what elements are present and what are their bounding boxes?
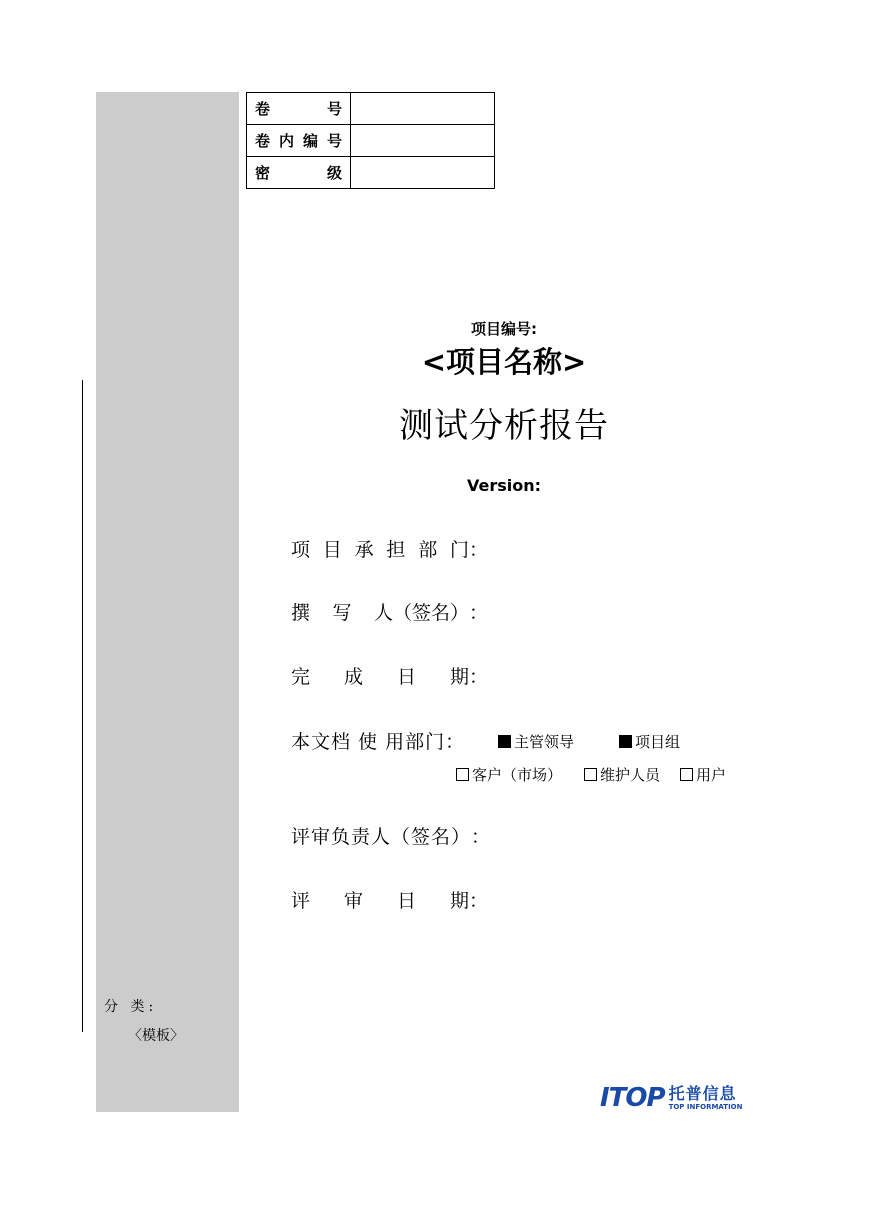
review-date-label-char: 评 bbox=[291, 890, 311, 912]
classification-value: 〈模板〉 bbox=[128, 1028, 184, 1044]
dept-label-char: 承 bbox=[354, 539, 374, 561]
review-date-label-char: 期 bbox=[449, 890, 469, 912]
author-label-char: 人（签名） bbox=[373, 602, 469, 624]
volume-row bbox=[247, 93, 495, 125]
project-name: <项目名称> bbox=[421, 345, 587, 379]
review-date-label-char: 日 bbox=[396, 890, 416, 912]
inner-no-label-char: 号 bbox=[326, 132, 342, 150]
dept-label-char: 部 bbox=[418, 539, 438, 561]
reviewer-label: 评审负责人（签名） bbox=[291, 826, 472, 848]
dept-field bbox=[291, 535, 488, 562]
logo-english-name: TOP INFORMATION bbox=[668, 1102, 743, 1111]
logo-chinese-name: 托普信息 bbox=[668, 1083, 737, 1103]
review-date-field bbox=[291, 886, 488, 913]
date-label-char: 日 bbox=[396, 666, 416, 688]
review-date-label-char: 审 bbox=[343, 890, 363, 912]
volume-label-char: 卷 bbox=[255, 100, 271, 118]
usage-options-row-2 bbox=[456, 764, 726, 785]
left-sidebar bbox=[96, 92, 239, 1112]
reviewer-field bbox=[291, 822, 490, 849]
reviewer-colon: ： bbox=[471, 826, 491, 848]
usage-option-project-team[interactable] bbox=[619, 731, 680, 752]
usage-option-label: 主管领导 bbox=[514, 733, 575, 751]
completion-date-label bbox=[291, 662, 469, 689]
review-date-colon: ： bbox=[469, 890, 489, 912]
dept-colon: ： bbox=[469, 539, 489, 561]
logo-text bbox=[668, 1083, 743, 1111]
company-logo bbox=[600, 1085, 743, 1111]
inner-no-label-char: 编 bbox=[302, 132, 318, 150]
usage-option-label: 客户（市场） bbox=[472, 766, 563, 784]
usage-option-maintenance[interactable] bbox=[584, 764, 660, 785]
volume-label bbox=[247, 93, 351, 125]
usage-option-label: 用户 bbox=[696, 766, 727, 784]
usage-options-row-1 bbox=[498, 731, 680, 752]
completion-date-field bbox=[291, 662, 488, 689]
inner-no-value[interactable] bbox=[351, 125, 495, 157]
date-label-char: 完 bbox=[291, 666, 311, 688]
date-label-char: 成 bbox=[343, 666, 363, 688]
usage-option-supervisor[interactable] bbox=[498, 731, 574, 752]
usage-dept-field bbox=[291, 727, 464, 754]
secret-row bbox=[247, 157, 495, 189]
secret-label bbox=[247, 157, 351, 189]
checkbox-unchecked-icon bbox=[456, 768, 469, 781]
dept-label-char: 门 bbox=[449, 539, 469, 561]
archive-meta-table bbox=[246, 92, 495, 189]
inner-no-label bbox=[247, 125, 351, 157]
logo-mark: ITOP bbox=[600, 1083, 665, 1113]
dept-label-char: 担 bbox=[386, 539, 406, 561]
date-label-char: 期 bbox=[449, 666, 469, 688]
usage-option-label: 项目组 bbox=[635, 733, 681, 751]
usage-option-user[interactable] bbox=[680, 764, 726, 785]
inner-no-label-char: 内 bbox=[278, 132, 294, 150]
document-title: 测试分析报告 bbox=[399, 406, 609, 446]
checkbox-checked-icon bbox=[619, 735, 632, 748]
review-date-label bbox=[291, 886, 469, 913]
author-label-char: 写 bbox=[332, 602, 352, 624]
dept-label-char: 项 bbox=[291, 539, 311, 561]
inner-no-label-char: 卷 bbox=[255, 132, 271, 150]
classification-label: 分 类: bbox=[104, 999, 158, 1015]
inner-no-row bbox=[247, 125, 495, 157]
author-label bbox=[291, 598, 469, 625]
author-field bbox=[291, 598, 488, 625]
secret-label-char: 密 bbox=[255, 164, 271, 182]
date-colon: ： bbox=[469, 666, 489, 688]
usage-option-label: 维护人员 bbox=[600, 766, 661, 784]
dept-label bbox=[291, 535, 469, 562]
usage-dept-label: 本文档 使 用部门 bbox=[291, 731, 446, 753]
author-colon: ： bbox=[469, 602, 489, 624]
usage-colon: ： bbox=[445, 731, 465, 753]
author-label-char: 撰 bbox=[291, 602, 311, 624]
secret-value[interactable] bbox=[351, 157, 495, 189]
checkbox-checked-icon bbox=[498, 735, 511, 748]
dept-label-char: 目 bbox=[322, 539, 342, 561]
usage-option-customer[interactable] bbox=[456, 764, 562, 785]
volume-label-char: 号 bbox=[326, 100, 342, 118]
checkbox-unchecked-icon bbox=[680, 768, 693, 781]
checkbox-unchecked-icon bbox=[584, 768, 597, 781]
volume-value[interactable] bbox=[351, 93, 495, 125]
version-label: Version: bbox=[466, 476, 542, 495]
project-number-label: 项目编号: bbox=[471, 320, 537, 338]
secret-label-char: 级 bbox=[326, 164, 342, 182]
